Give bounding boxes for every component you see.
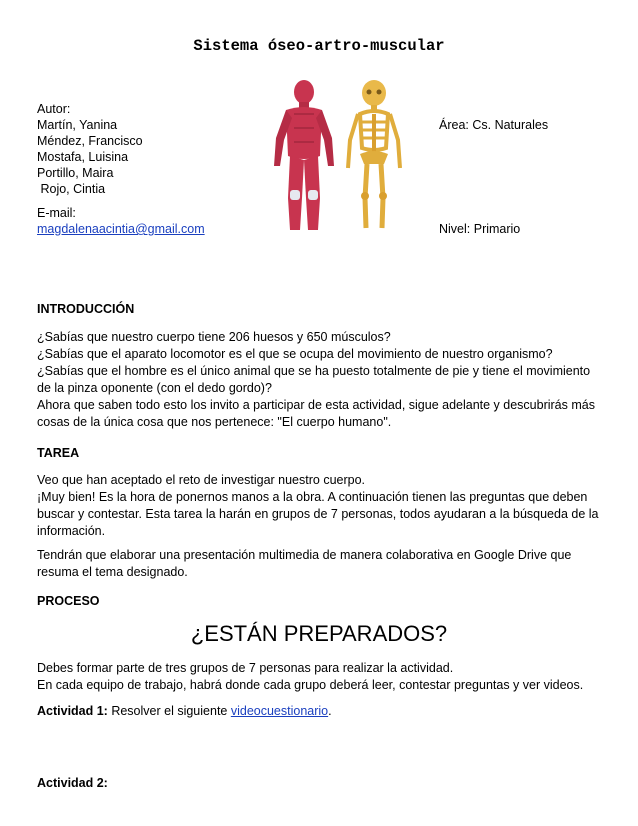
task-line: ¡Muy bien! Es la hora de ponernos manos a la obra. A continuación tienen las preguntas que deben (37, 490, 588, 504)
task-line: Tendrán que elaborar una presentación multimedia de manera colaborativa en Google Drive que (37, 548, 572, 562)
videocuestionario-link[interactable]: videocuestionario (230, 704, 329, 718)
intro-heading: INTRODUCCIÓN (37, 302, 135, 316)
task-line: buscar y contestar. Esta tarea la harán en grupos de 7 personas, todos ayudaran a la búsqueda de la (37, 507, 599, 521)
activity-1-label: Actividad 1: (37, 704, 108, 718)
process-line: Debes formar parte de tres grupos de 7 personas para realizar la actividad. (37, 661, 454, 675)
muscle-figure (274, 80, 334, 230)
process-heading: PROCESO (37, 594, 100, 608)
process-paragraph (37, 660, 603, 694)
author-name: Mostafa, Luisina (37, 150, 129, 164)
task-line: información. (37, 524, 106, 538)
level-text: Nivel: Primario (439, 222, 521, 236)
skeleton-figure (348, 80, 400, 228)
intro-line: ¿Sabías que el aparato locomotor es el que se ocupa del movimiento de nuestro organismo? (37, 347, 553, 361)
document-title: Sistema óseo-artro-muscular (193, 37, 445, 55)
task-paragraph (37, 472, 603, 540)
task-paragraph-2 (37, 547, 603, 581)
activity-1 (37, 703, 332, 719)
author-label: Autor: (37, 102, 71, 116)
process-line: En cada equipo de trabajo, habrá donde cada grupo deberá leer, contestar preguntas y ver videos. (37, 678, 584, 692)
intro-line: ¿Sabías que el hombre es el único animal que se ha puesto totalmente de pie y tiene el movimiento (37, 364, 591, 378)
task-heading: TAREA (37, 446, 80, 460)
activity-2-label: Actividad 2: (37, 776, 108, 790)
email-link[interactable]: magdalenaacintia@gmail.com (37, 222, 205, 236)
activity-1-text: Resolver el siguiente (107, 704, 231, 718)
author-name: Méndez, Francisco (37, 134, 143, 148)
intro-line: cosas de la única cosa que nos pertenece: "El cuerpo humano". (37, 415, 392, 429)
author-name: Martín, Yanina (37, 118, 118, 132)
activity-1-end: . (328, 704, 332, 718)
task-line: resuma el tema designado. (37, 565, 188, 579)
intro-line: de la pinza oponente (con el dedo gordo)? (37, 381, 272, 395)
area-text: Área: Cs. Naturales (439, 118, 549, 132)
task-line: Veo que han aceptado el reto de investigar nuestro cuerpo. (37, 473, 366, 487)
human-anatomy-illustration (270, 78, 415, 234)
intro-line: ¿Sabías que nuestro cuerpo tiene 206 huesos y 650 músculos? (37, 330, 391, 344)
intro-paragraph (37, 329, 603, 431)
author-name: Portillo, Maira (37, 166, 114, 180)
author-name: Rojo, Cintia (37, 182, 106, 196)
prepared-banner: ¿ESTÁN PREPARADOS? (190, 621, 448, 646)
email-label: E-mail: (37, 206, 76, 220)
intro-line: Ahora que saben todo esto los invito a participar de esta actividad, sigue adelante y descubrirás más (37, 398, 595, 412)
